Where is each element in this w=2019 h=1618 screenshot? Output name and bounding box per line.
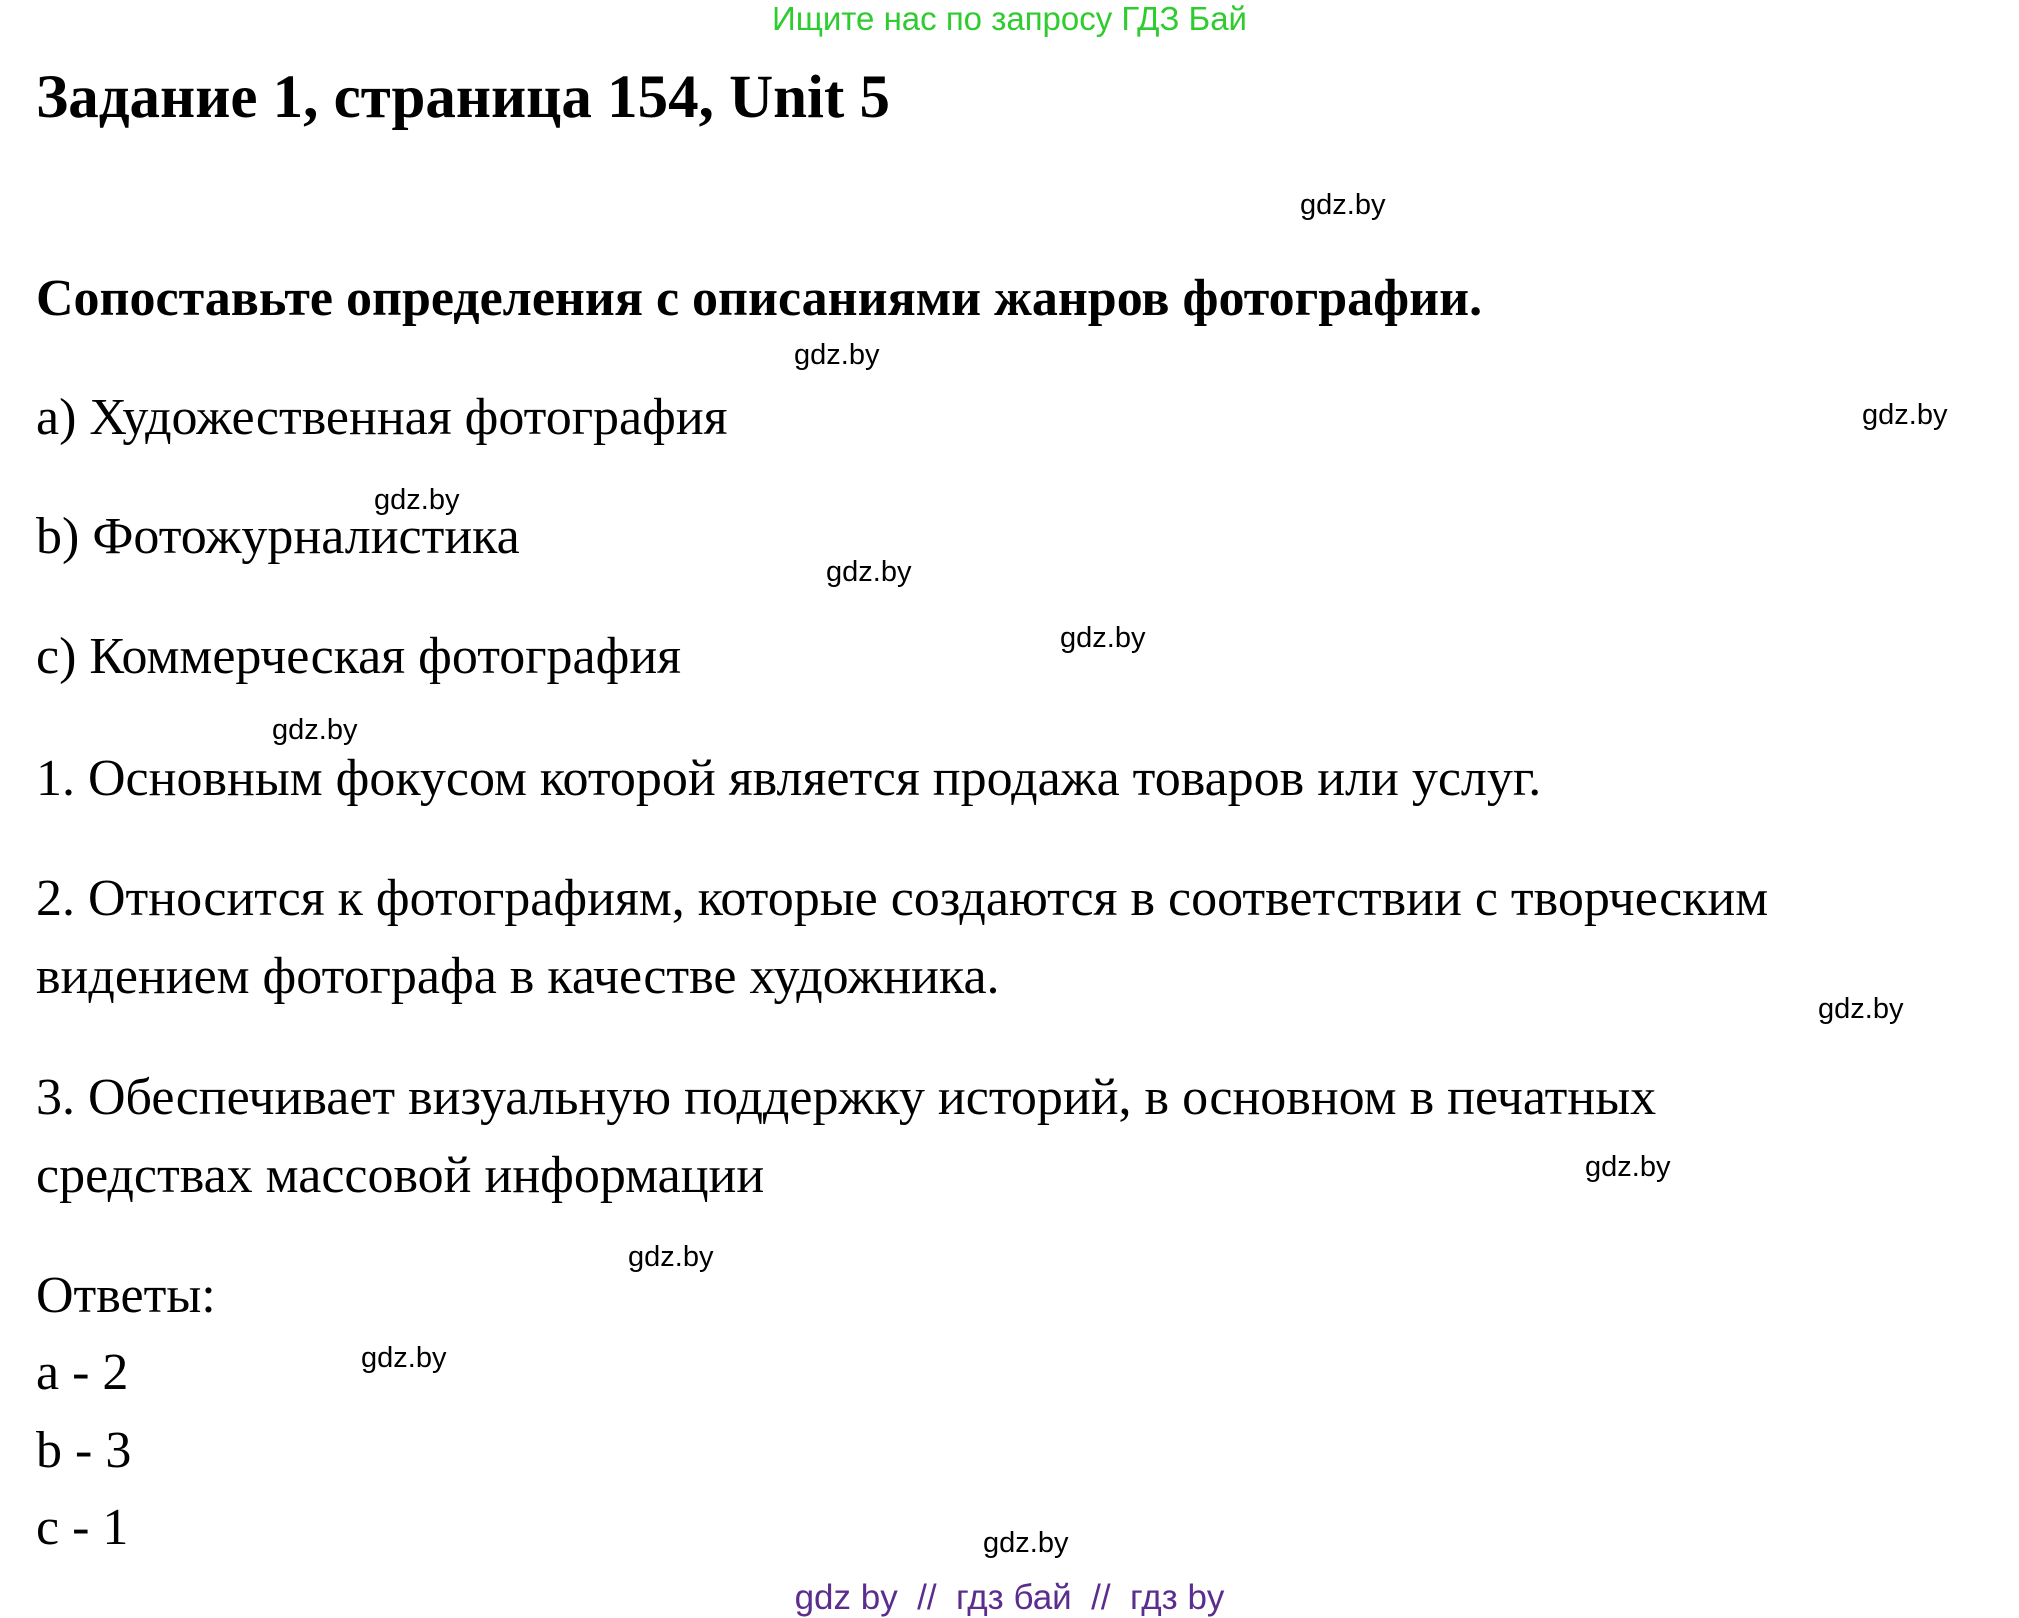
task-instruction: Сопоставьте определения с описаниями жанров фотографии.	[36, 270, 1483, 327]
watermark: gdz.by	[1300, 189, 1386, 221]
watermark: gdz.by	[794, 339, 880, 371]
watermark: gdz.by	[983, 1527, 1069, 1559]
watermark: gdz.by	[1862, 399, 1948, 431]
genre-b: b) Фотожурналистика	[36, 508, 520, 565]
definition-2-line-1: 2. Относится к фотографиям, которые создаются в соответствии с творческим	[36, 870, 1769, 927]
definition-3-line-2: средствах массовой информации	[36, 1147, 765, 1204]
definition-1: 1. Основным фокусом которой является продажа товаров или услуг.	[36, 750, 1542, 807]
watermark: gdz.by	[1585, 1151, 1671, 1183]
genre-a: a) Художественная фотография	[36, 389, 728, 446]
answer-c: c - 1	[36, 1499, 129, 1556]
page-title: Задание 1, страница 154, Unit 5	[36, 64, 891, 131]
watermark: gdz.by	[628, 1241, 714, 1273]
footer-links: gdz by // гдз бай // гдз by	[794, 1578, 1225, 1617]
answers-label: Ответы:	[36, 1267, 216, 1324]
definition-3-line-1: 3. Обеспечивает визуальную поддержку историй, в основном в печатных	[36, 1069, 1657, 1126]
watermark: gdz.by	[1818, 993, 1904, 1025]
watermark: gdz.by	[272, 714, 358, 746]
definition-2-line-2: видением фотографа в качестве художника.	[36, 948, 1000, 1005]
answer-a: a - 2	[36, 1344, 129, 1401]
watermark: gdz.by	[361, 1342, 447, 1374]
answer-b: b - 3	[36, 1422, 132, 1479]
watermark: gdz.by	[826, 556, 912, 588]
watermark: gdz.by	[1060, 622, 1146, 654]
top-banner: Ищите нас по запросу ГДЗ Бай	[772, 0, 1247, 37]
watermark: gdz.by	[374, 484, 460, 516]
genre-c: c) Коммерческая фотография	[36, 628, 682, 685]
